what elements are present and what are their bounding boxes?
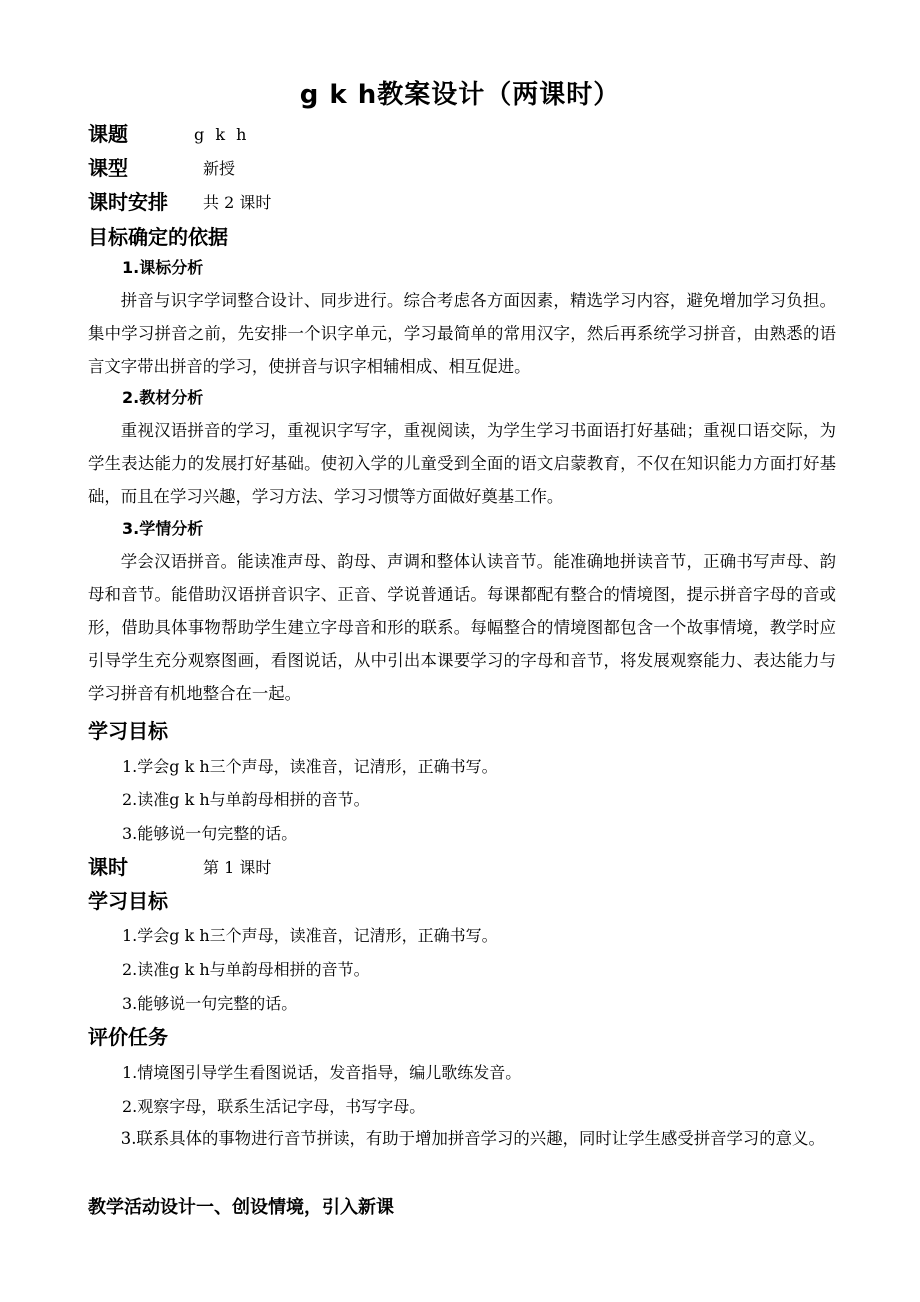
curriculum-paragraph: 拼音与识字学词整合设计、同步进行。综合考虑各方面因素，精选学习内容，避免增加学习负担。集中学习拼音之前，先安排一个识字单元，学习最简单的常用汉字，然后再系统学习拼音，由熟悉的语言文字带出拼音的学习，使拼音与识字相辅相成、相互促进。 <box>88 291 836 376</box>
type-value: 新授 <box>203 159 236 178</box>
textbook-paragraph: 重视汉语拼音的学习，重视识字写字，重视阅读，为学生学习书面语打好基础；重视口语交际，为学生表达能力的发展打好基础。使初入学的儿童受到全面的语文启蒙教育，不仅在知识能力方面打好基础，而且在学习兴趣，学习方法、学习习惯等方面做好奠基工作。 <box>88 421 836 506</box>
basis-heading: 目标确定的依据 <box>88 225 228 249</box>
textbook-heading: 2.教材分析 <box>122 388 204 407</box>
task-item-2: 2.观察字母，联系生活记字母，书写字母。 <box>122 1097 426 1116</box>
lesson-label: 课时 <box>88 855 128 879</box>
learner-heading: 3.学情分析 <box>122 519 204 538</box>
curriculum-heading: 1.课标分析 <box>122 258 204 277</box>
goal2-item-1: 1.学会g k h三个声母，读准音，记清形，正确书写。 <box>122 926 498 945</box>
task-item-3: 3.联系具体的事物进行音节拼读，有助于增加拼音学习的兴趣，同时让学生感受拼音学习的意义。 <box>120 1129 825 1148</box>
topic-value: g k h <box>194 125 250 144</box>
goal-item-3: 3.能够说一句完整的话。 <box>122 824 298 843</box>
goals-heading: 学习目标 <box>88 719 168 743</box>
topic-label: 课题 <box>88 122 128 146</box>
task-item-1: 1.情境图引导学生看图说话，发音指导，编儿歌练发音。 <box>122 1063 522 1082</box>
schedule-label: 课时安排 <box>88 190 168 214</box>
goals2-heading: 学习目标 <box>88 889 168 913</box>
activity-heading: 教学活动设计一、创设情境，引入新课 <box>88 1197 394 1218</box>
goal2-item-2: 2.读准g k h与单韵母相拼的音节。 <box>122 960 370 979</box>
learner-paragraph: 学会汉语拼音。能读准声母、韵母、声调和整体认读音节。能准确地拼读音节，正确书写声母、韵母和音节。能借助汉语拼音识字、正音、学说普通话。每课都配有整合的情境图，提示拼音字母的音或形，借助具体事物帮助学生建立字母音和形的联系。每幅整合的情境图都包含一个故事情境，教学时应引导学生充分观察图画，看图说话，从中引出本课要学习的字母和音节，将发展观察能力、表达能力与学习拼音有机地整合在一起。 <box>88 552 836 703</box>
lesson-value: 第 1 课时 <box>203 858 272 877</box>
goal-item-1: 1.学会g k h三个声母，读准音，记清形，正确书写。 <box>122 757 498 776</box>
goal2-item-3: 3.能够说一句完整的话。 <box>122 994 298 1013</box>
tasks-heading: 评价任务 <box>88 1025 168 1049</box>
schedule-value: 共 2 课时 <box>203 193 272 212</box>
document-title: g k h教案设计（两课时） <box>299 80 621 110</box>
goal-item-2: 2.读准g k h与单韵母相拼的音节。 <box>122 790 370 809</box>
type-label: 课型 <box>88 156 128 180</box>
